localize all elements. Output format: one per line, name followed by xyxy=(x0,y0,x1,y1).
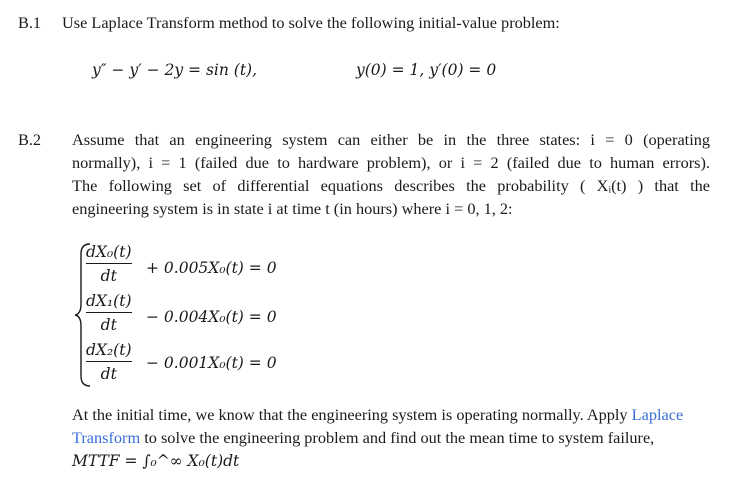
equation-1-denominator: dt xyxy=(100,316,117,334)
b2-para2-line-2 xyxy=(72,427,654,449)
equation-1-numerator: dX₁(t) xyxy=(86,292,132,310)
equation-0-denominator: dt xyxy=(100,267,117,285)
b2-line-1: Assume that an engineering system can either be in the three states: i = 0 (operating xyxy=(72,130,710,149)
equation-1-rest: − 0.004X₀(t) = 0 xyxy=(146,308,277,326)
b2-para2-line-1 xyxy=(72,404,710,426)
b2-line-3: The following set of differential equations describes the probability ( Xᵢ(t) ) that the xyxy=(72,176,710,195)
equation-1-fraction xyxy=(86,291,132,335)
b1-initial-conditions: y(0) = 1, y′(0) = 0 xyxy=(356,61,497,79)
b2-para2-text: At the initial time, we know that the engineering system is operating normally. Apply xyxy=(72,405,628,424)
equation-0-numerator: dX₀(t) xyxy=(86,243,132,261)
equation-0-rest: + 0.005X₀(t) = 0 xyxy=(146,259,277,277)
b2-line-4: engineering system is in state i at time t (in hours) where i = 0, 1, 2: xyxy=(72,199,513,218)
transform-link[interactable]: Transform xyxy=(72,428,141,447)
equation-2-numerator: dX₂(t) xyxy=(86,341,132,359)
b2-label: B.2 xyxy=(18,130,42,149)
mttf-formula: MTTF = ∫₀^∞ X₀(t)dt xyxy=(72,452,240,470)
equation-2-rest: − 0.001X₀(t) = 0 xyxy=(146,354,277,372)
b1-ode: y″ − y′ − 2y = sin (t), xyxy=(92,61,258,79)
laplace-link[interactable]: Laplace xyxy=(631,405,684,424)
b2-para2-line-2-text: to solve the engineering problem and find out the mean time to system failure, xyxy=(144,428,655,447)
b1-label: B.1 xyxy=(18,13,42,32)
equation-0-fraction xyxy=(86,242,132,286)
equation-2-denominator: dt xyxy=(100,365,117,383)
b1-instruction: Use Laplace Transform method to solve the following initial-value problem: xyxy=(62,13,560,32)
b2-line-2: normally), i = 1 (failed due to hardware problem), or i = 2 (failed due to human errors). xyxy=(72,153,710,172)
equation-2-fraction xyxy=(86,340,132,384)
